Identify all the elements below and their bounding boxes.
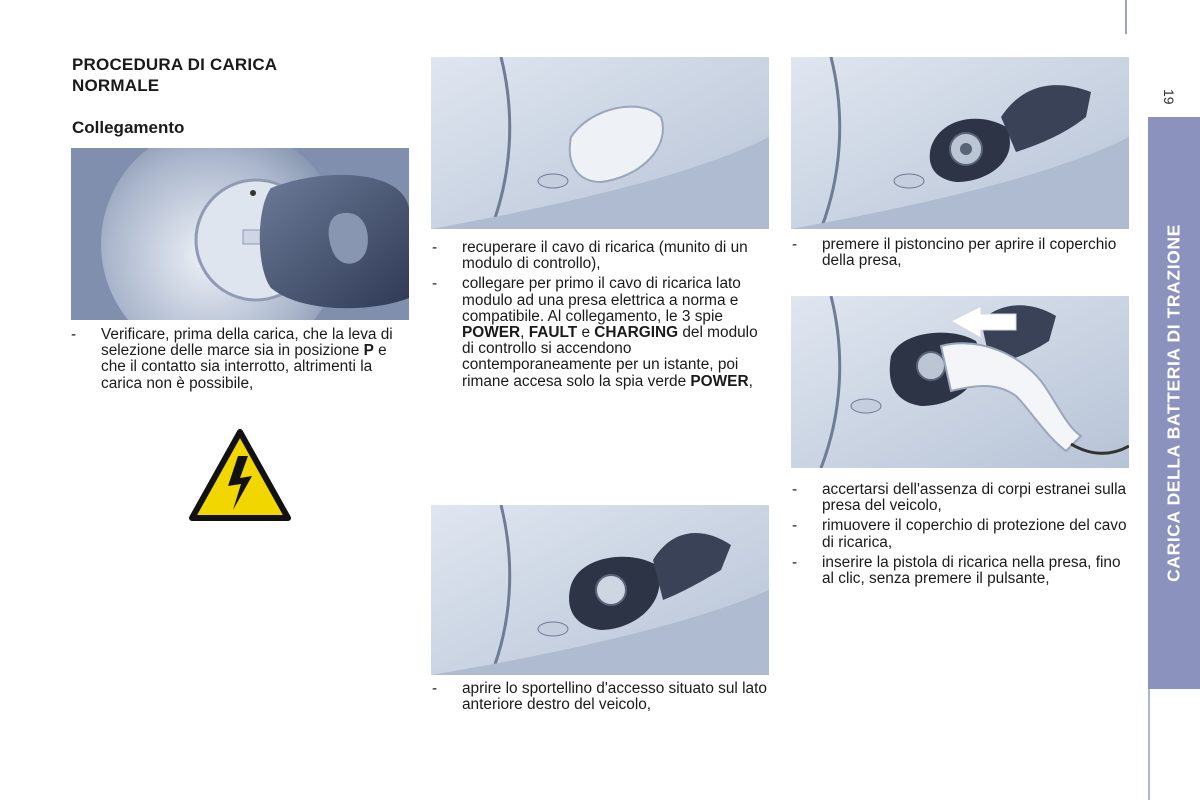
col2-text-upper <box>432 240 772 394</box>
col3-text-upper <box>792 237 1132 273</box>
list-item: - accertarsi dell'assenza di corpi estranei sulla presa del veicolo, <box>792 481 1127 515</box>
list-item: - rimuovere il coperchio di protezione del cavo di ricarica, <box>792 517 1127 551</box>
side-rule-bottom <box>1148 689 1150 800</box>
page-heading <box>72 54 372 96</box>
list-item: - inserire la pistola di ricarica nella presa, fino al clic, senza premere il pulsante, <box>792 553 1121 588</box>
col3-text-lower <box>792 482 1132 591</box>
col1-text <box>71 327 411 396</box>
list-item: - Verificare, prima della carica, che la leva di selezione delle marce sia in posizione P e che il contatto sia interrotto, altrimenti la carica non è possibile, <box>71 326 393 392</box>
key-icon <box>260 175 409 308</box>
list-item: - recuperare il cavo di ricarica (munito di un modulo di controllo), <box>432 239 748 273</box>
photo-closed-flap <box>431 57 769 229</box>
side-rule-top <box>1125 0 1127 34</box>
list-item: - aprire lo sportellino d'accesso situato sul lato anteriore destro del veicolo, <box>432 680 767 714</box>
page-heading-line1: PROCEDURA DI CARICA <box>72 55 278 74</box>
page-number: 19 <box>1161 89 1177 105</box>
page-heading-line2: NORMALE <box>72 76 160 95</box>
list-item: - collegare per primo il cavo di ricarica lato modulo ad una presa elettrica a norma e compatibile. Al collegamento, le 3 spie POWER, FAULT e CHARGING del modulo di controllo si accendono contemporaneamente per un istante, poi rimane accesa solo la spia verde POWER, <box>432 275 758 390</box>
photo-open-flap <box>431 505 769 675</box>
list-item: - premere il pistoncino per aprire il coperchio della presa, <box>792 236 1117 270</box>
col2-text-lower <box>432 681 772 717</box>
photo-socket-cover <box>791 57 1129 229</box>
photo-ignition-key <box>71 148 409 320</box>
photo-plug-insert <box>791 296 1129 468</box>
section-subheading: Collegamento <box>72 118 185 137</box>
high-voltage-warning-icon <box>188 428 292 524</box>
chapter-side-tab-label: CARICA DELLA BATTERIA DI TRAZIONE <box>1163 224 1184 582</box>
